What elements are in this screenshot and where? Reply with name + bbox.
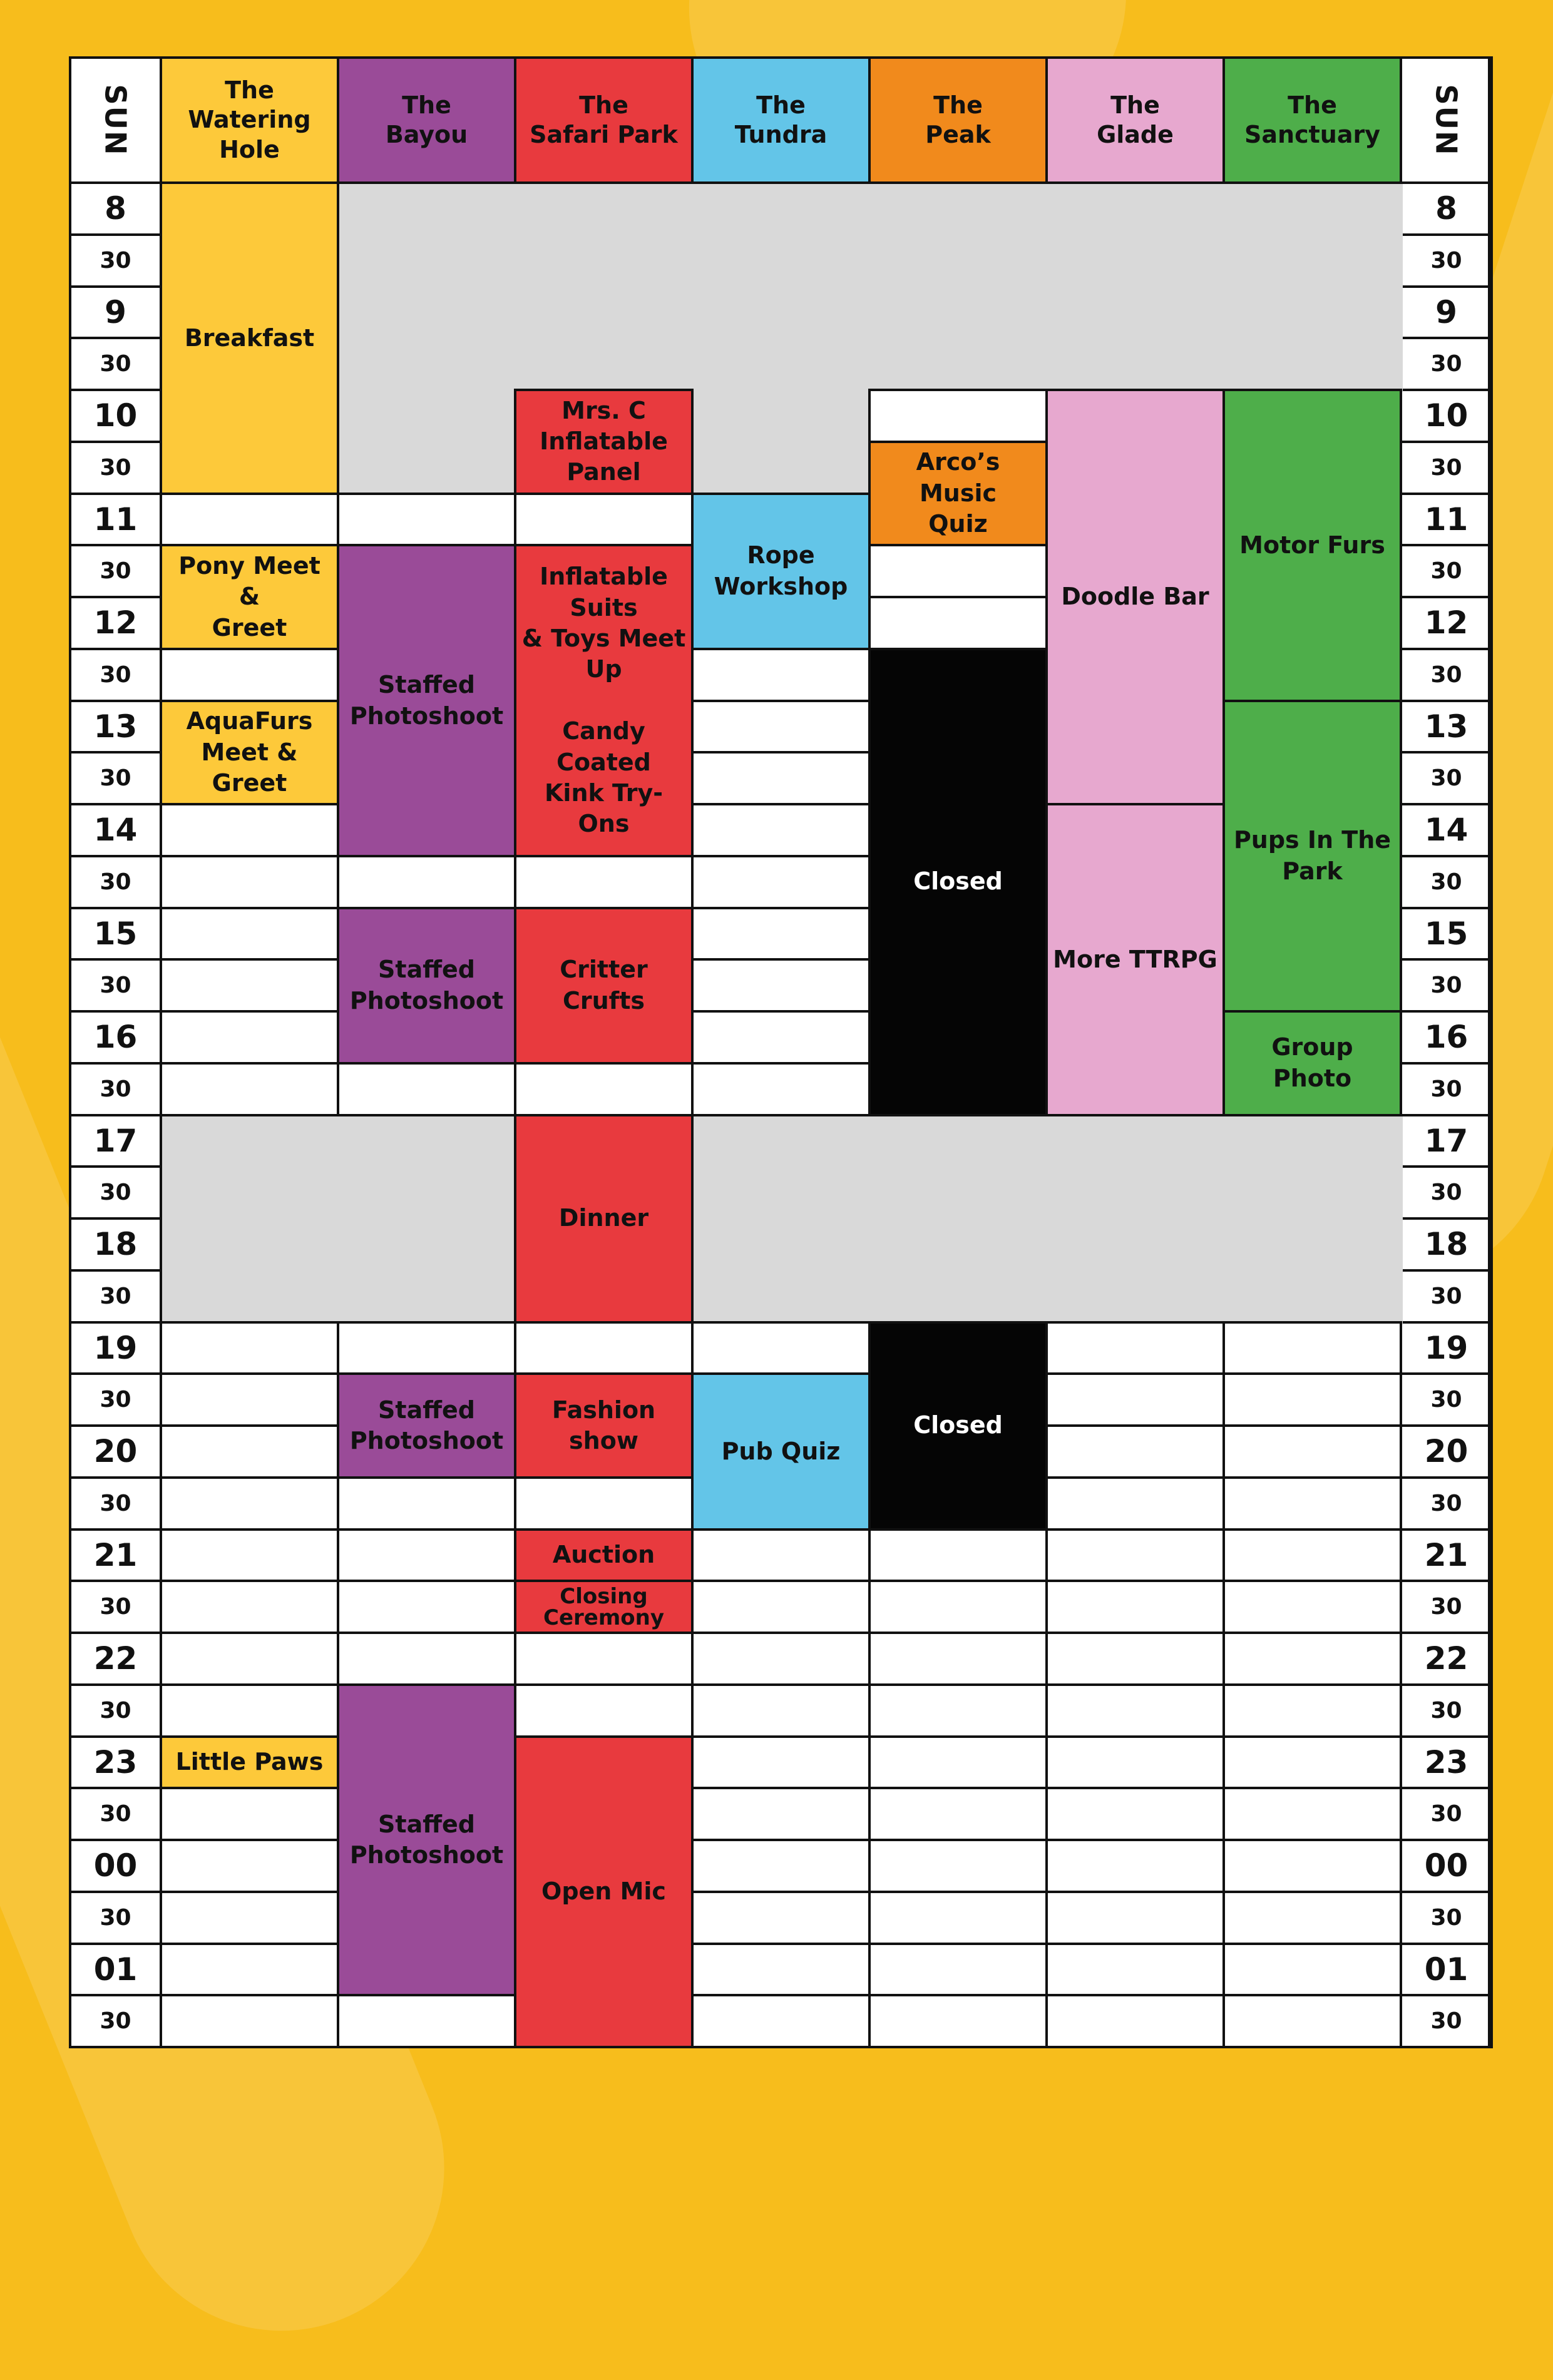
venue-header-0: The Watering Hole: [160, 56, 339, 184]
time-slot-left: 11: [69, 493, 162, 547]
empty-slot: [160, 1787, 339, 1841]
empty-slot: [337, 493, 516, 547]
empty-slot: [337, 1632, 516, 1686]
time-slot-left: 00: [69, 1839, 162, 1893]
event-motor-furs[interactable]: Motor Furs: [1222, 389, 1402, 702]
empty-slot: [160, 1891, 339, 1945]
empty-slot: [1045, 1839, 1225, 1893]
time-slot-right: 30: [1400, 1580, 1493, 1634]
event-pups-in-the[interactable]: Pups In The Park: [1222, 700, 1402, 1013]
time-slot-left: 12: [69, 596, 162, 650]
empty-slot: [691, 1735, 871, 1790]
event-more-ttrpg[interactable]: More TTRPG: [1045, 803, 1225, 1116]
time-slot-right: 30: [1400, 958, 1493, 1013]
time-slot-right: 22: [1400, 1632, 1493, 1686]
time-slot-left: 23: [69, 1735, 162, 1790]
empty-slot: [337, 1580, 516, 1634]
time-slot-left: 9: [69, 285, 162, 340]
time-slot-right: 30: [1400, 1062, 1493, 1116]
empty-slot: [691, 700, 871, 754]
empty-slot: [1222, 1476, 1402, 1531]
event-mrs-c[interactable]: Mrs. C Inflatable Panel: [514, 389, 694, 495]
event-auction[interactable]: Auction: [514, 1528, 694, 1583]
time-slot-left: 30: [69, 1891, 162, 1945]
empty-slot: [1222, 1424, 1402, 1479]
empty-slot: [1222, 1735, 1402, 1790]
day-label-left: [69, 56, 162, 184]
event-breakfast[interactable]: Breakfast: [160, 181, 339, 495]
time-slot-left: 30: [69, 855, 162, 909]
event-staffed[interactable]: Staffed Photoshoot: [337, 907, 516, 1065]
time-slot-left: 22: [69, 1632, 162, 1686]
time-slot-left: 30: [69, 544, 162, 598]
empty-slot: [160, 803, 339, 857]
event-inflatable-suits[interactable]: Inflatable Suits & Toys Meet Up Candy Coated Kink Try-Ons: [514, 544, 694, 857]
empty-slot: [868, 1528, 1048, 1583]
time-slot-left: 8: [69, 181, 162, 236]
venue-header-4: The Peak: [868, 56, 1048, 184]
break-block: [339, 391, 517, 496]
empty-slot: [1222, 1839, 1402, 1893]
empty-slot: [691, 1891, 871, 1945]
time-slot-left: 30: [69, 1476, 162, 1531]
time-slot-right: 21: [1400, 1528, 1493, 1583]
empty-slot: [868, 1943, 1048, 1997]
time-slot-right: 30: [1400, 1891, 1493, 1945]
time-slot-right: 30: [1400, 855, 1493, 909]
empty-slot: [1222, 1683, 1402, 1738]
time-slot-left: 01: [69, 1943, 162, 1997]
time-slot-right: 17: [1400, 1114, 1493, 1168]
empty-slot: [1045, 1528, 1225, 1583]
empty-slot: [337, 1321, 516, 1376]
time-slot-right: 30: [1400, 648, 1493, 702]
empty-slot: [160, 1632, 339, 1686]
venue-header-2: The Safari Park: [514, 56, 694, 184]
time-slot-right: 20: [1400, 1424, 1493, 1479]
empty-slot: [514, 855, 694, 909]
break-block: [694, 1116, 1403, 1324]
time-slot-right: 30: [1400, 1683, 1493, 1738]
time-slot-left: 30: [69, 1683, 162, 1738]
closed-block[interactable]: Closed: [868, 648, 1048, 1116]
time-slot-left: 18: [69, 1217, 162, 1272]
time-slot-right: 19: [1400, 1321, 1493, 1376]
schedule-grid: [69, 56, 1493, 2045]
empty-slot: [160, 1372, 339, 1427]
empty-slot: [514, 1683, 694, 1738]
time-slot-left: 16: [69, 1010, 162, 1065]
empty-slot: [868, 1632, 1048, 1686]
event-group-photo[interactable]: Group Photo: [1222, 1010, 1402, 1116]
event-pub-quiz[interactable]: Pub Quiz: [691, 1372, 871, 1530]
empty-slot: [868, 1994, 1048, 2048]
empty-slot: [337, 1994, 516, 2048]
empty-slot: [691, 1528, 871, 1583]
time-slot-right: 18: [1400, 1217, 1493, 1272]
time-slot-left: 30: [69, 1269, 162, 1324]
time-slot-left: 30: [69, 1994, 162, 2048]
empty-slot: [868, 544, 1048, 598]
empty-slot: [868, 1683, 1048, 1738]
time-slot-right: 10: [1400, 389, 1493, 443]
empty-slot: [1045, 1632, 1225, 1686]
empty-slot: [160, 958, 339, 1013]
time-slot-left: 20: [69, 1424, 162, 1479]
time-slot-right: 30: [1400, 233, 1493, 288]
venue-header-5: The Glade: [1045, 56, 1225, 184]
empty-slot: [1222, 1994, 1402, 2048]
time-slot-left: 10: [69, 389, 162, 443]
time-slot-right: 30: [1400, 751, 1493, 805]
empty-slot: [514, 493, 694, 547]
empty-slot: [691, 1683, 871, 1738]
empty-slot: [1045, 1735, 1225, 1790]
time-slot-right: 9: [1400, 285, 1493, 340]
event-little-paws[interactable]: Little Paws: [160, 1735, 339, 1790]
empty-slot: [868, 1787, 1048, 1841]
empty-slot: [1222, 1372, 1402, 1427]
venue-header-3: The Tundra: [691, 56, 871, 184]
venue-header-1: The Bayou: [337, 56, 516, 184]
time-slot-right: 30: [1400, 1165, 1493, 1220]
empty-slot: [1222, 1580, 1402, 1634]
time-slot-right: 30: [1400, 544, 1493, 598]
empty-slot: [691, 1632, 871, 1686]
empty-slot: [337, 1528, 516, 1583]
empty-slot: [160, 855, 339, 909]
event-staffed[interactable]: Staffed Photoshoot: [337, 544, 516, 857]
event-dinner[interactable]: Dinner: [514, 1114, 694, 1324]
empty-slot: [1045, 1372, 1225, 1427]
time-slot-left: 30: [69, 1372, 162, 1427]
empty-slot: [691, 907, 871, 961]
empty-slot: [160, 1580, 339, 1634]
event-pony-meet[interactable]: Pony Meet & Greet: [160, 544, 339, 650]
empty-slot: [514, 1632, 694, 1686]
empty-slot: [691, 751, 871, 805]
time-slot-right: 30: [1400, 1372, 1493, 1427]
time-slot-right: 30: [1400, 1787, 1493, 1841]
venue-header-6: The Sanctuary: [1222, 56, 1402, 184]
time-slot-left: 30: [69, 958, 162, 1013]
empty-slot: [868, 389, 1048, 443]
time-slot-right: 01: [1400, 1943, 1493, 1997]
empty-slot: [691, 1787, 871, 1841]
empty-slot: [1045, 1424, 1225, 1479]
empty-slot: [1222, 1943, 1402, 1997]
empty-slot: [160, 1010, 339, 1065]
event-closing[interactable]: Closing Ceremony: [514, 1580, 694, 1634]
time-slot-right: 13: [1400, 700, 1493, 754]
time-slot-right: 23: [1400, 1735, 1493, 1790]
time-slot-right: 30: [1400, 1994, 1493, 2048]
empty-slot: [691, 1943, 871, 1997]
time-slot-left: 21: [69, 1528, 162, 1583]
time-slot-right: 14: [1400, 803, 1493, 857]
empty-slot: [1222, 1632, 1402, 1686]
empty-slot: [1045, 1476, 1225, 1531]
time-slot-right: 30: [1400, 441, 1493, 495]
time-slot-right: 00: [1400, 1839, 1493, 1893]
empty-slot: [868, 1839, 1048, 1893]
event-staffed[interactable]: Staffed Photoshoot: [337, 1683, 516, 1997]
event-arco-s-music[interactable]: Arco’s Music Quiz: [868, 441, 1048, 547]
empty-slot: [337, 1476, 516, 1531]
empty-slot: [160, 1839, 339, 1893]
break-block: [162, 1116, 517, 1324]
empty-slot: [337, 855, 516, 909]
empty-slot: [160, 1321, 339, 1376]
empty-slot: [160, 1943, 339, 1997]
empty-slot: [160, 648, 339, 702]
empty-slot: [868, 1891, 1048, 1945]
time-slot-left: 30: [69, 1580, 162, 1634]
time-slot-left: 30: [69, 233, 162, 288]
empty-slot: [691, 1580, 871, 1634]
time-slot-left: 30: [69, 751, 162, 805]
empty-slot: [337, 1062, 516, 1116]
time-slot-left: 30: [69, 441, 162, 495]
time-slot-right: 30: [1400, 1476, 1493, 1531]
event-critter-crufts[interactable]: Critter Crufts: [514, 907, 694, 1065]
empty-slot: [691, 1839, 871, 1893]
time-slot-right: 8: [1400, 181, 1493, 236]
time-slot-left: 17: [69, 1114, 162, 1168]
event-aquafurs[interactable]: AquaFurs Meet & Greet: [160, 700, 339, 806]
empty-slot: [691, 648, 871, 702]
empty-slot: [160, 907, 339, 961]
empty-slot: [691, 1062, 871, 1116]
time-slot-left: 30: [69, 1787, 162, 1841]
empty-slot: [514, 1321, 694, 1376]
empty-slot: [1222, 1787, 1402, 1841]
empty-slot: [1045, 1891, 1225, 1945]
empty-slot: [691, 958, 871, 1013]
time-slot-left: 30: [69, 1165, 162, 1220]
closed-block[interactable]: Closed: [868, 1321, 1048, 1531]
time-slot-right: 15: [1400, 907, 1493, 961]
empty-slot: [1045, 1943, 1225, 1997]
day-label-text: SUN: [1429, 84, 1463, 156]
empty-slot: [1045, 1787, 1225, 1841]
time-slot-left: 30: [69, 1062, 162, 1116]
empty-slot: [1222, 1891, 1402, 1945]
empty-slot: [160, 1528, 339, 1583]
empty-slot: [160, 493, 339, 547]
empty-slot: [160, 1424, 339, 1479]
empty-slot: [691, 855, 871, 909]
empty-slot: [1045, 1321, 1225, 1376]
time-slot-left: 13: [69, 700, 162, 754]
time-slot-right: 16: [1400, 1010, 1493, 1065]
day-label-text: SUN: [98, 84, 133, 156]
empty-slot: [160, 1062, 339, 1116]
empty-slot: [1045, 1683, 1225, 1738]
time-slot-left: 15: [69, 907, 162, 961]
empty-slot: [514, 1062, 694, 1116]
empty-slot: [1045, 1994, 1225, 2048]
event-rope[interactable]: Rope Workshop: [691, 493, 871, 650]
time-slot-left: 30: [69, 648, 162, 702]
day-label-right: [1400, 56, 1493, 184]
empty-slot: [691, 1994, 871, 2048]
time-slot-right: 30: [1400, 337, 1493, 391]
time-slot-left: 19: [69, 1321, 162, 1376]
empty-slot: [1222, 1321, 1402, 1376]
empty-slot: [1222, 1528, 1402, 1583]
event-open-mic[interactable]: Open Mic: [514, 1735, 694, 2049]
time-slot-left: 14: [69, 803, 162, 857]
empty-slot: [1045, 1580, 1225, 1634]
event-fashion-show[interactable]: Fashion show: [514, 1372, 694, 1479]
time-slot-left: 30: [69, 337, 162, 391]
empty-slot: [514, 1476, 694, 1531]
empty-slot: [160, 1683, 339, 1738]
empty-slot: [160, 1476, 339, 1531]
empty-slot: [868, 1735, 1048, 1790]
empty-slot: [868, 596, 1048, 650]
time-slot-right: 11: [1400, 493, 1493, 547]
empty-slot: [691, 803, 871, 857]
empty-slot: [160, 1994, 339, 2048]
time-slot-right: 12: [1400, 596, 1493, 650]
empty-slot: [868, 1580, 1048, 1634]
time-slot-right: 30: [1400, 1269, 1493, 1324]
empty-slot: [691, 1321, 871, 1376]
event-staffed[interactable]: Staffed Photoshoot: [337, 1372, 516, 1479]
empty-slot: [691, 1010, 871, 1065]
break-block: [339, 184, 1403, 392]
event-doodle-bar[interactable]: Doodle Bar: [1045, 389, 1225, 805]
